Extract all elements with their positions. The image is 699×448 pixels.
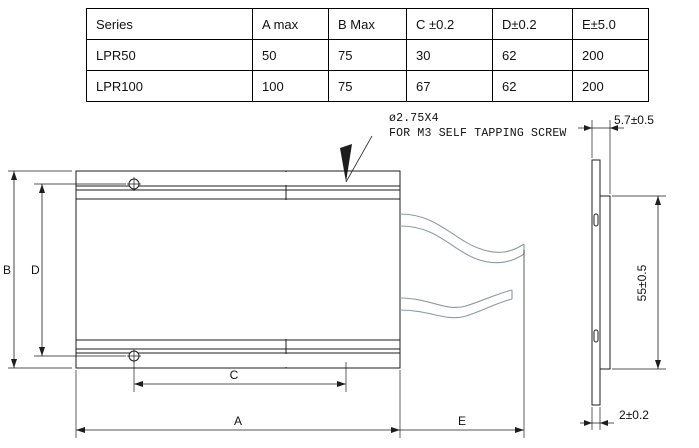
cell-d: 62 [493, 40, 573, 71]
dimension-a-label: A [233, 414, 243, 428]
dimension-c-label: C [229, 368, 239, 382]
dimension-e-label: E [457, 414, 467, 428]
side-view-body [592, 160, 610, 405]
lead-wires [400, 214, 524, 318]
column-header-b-max: B Max [329, 9, 407, 40]
cell-a-max: 50 [253, 40, 329, 71]
dimension-b-label: B [3, 263, 12, 277]
cell-series: LPR50 [87, 40, 253, 71]
column-header-a-max: A max [253, 9, 329, 40]
dimension-e [400, 250, 524, 438]
front-view-body [76, 171, 400, 368]
dimension-thickness-bottom [580, 407, 649, 430]
dimension-thickness-top-label: 5.7±0.5 [614, 113, 654, 127]
cell-a-max: 100 [253, 71, 329, 102]
dimension-side-height [612, 196, 666, 369]
dimension-d-label: D [31, 263, 40, 277]
cell-b-max: 75 [329, 40, 407, 71]
cell-e: 200 [573, 40, 649, 71]
dimension-thickness-top [578, 113, 654, 194]
column-header-d: D±0.2 [493, 9, 573, 40]
screw-note-line1: ø2.75X4 [389, 112, 439, 125]
column-header-e: E±5.0 [573, 9, 649, 40]
cell-c: 67 [407, 71, 493, 102]
screw-note-line2: FOR M3 SELF TAPPING SCREW [389, 127, 567, 140]
column-header-series: Series [87, 9, 253, 40]
cell-e: 200 [573, 71, 649, 102]
cell-b-max: 75 [329, 71, 407, 102]
cell-d: 62 [493, 71, 573, 102]
dimension-thickness-bottom-label: 2±0.2 [619, 408, 649, 422]
column-header-c: C ±0.2 [407, 9, 493, 40]
cell-c: 30 [407, 40, 493, 71]
cell-series: LPR100 [87, 71, 253, 102]
dimension-side-height-label: 55±0.5 [635, 264, 649, 302]
